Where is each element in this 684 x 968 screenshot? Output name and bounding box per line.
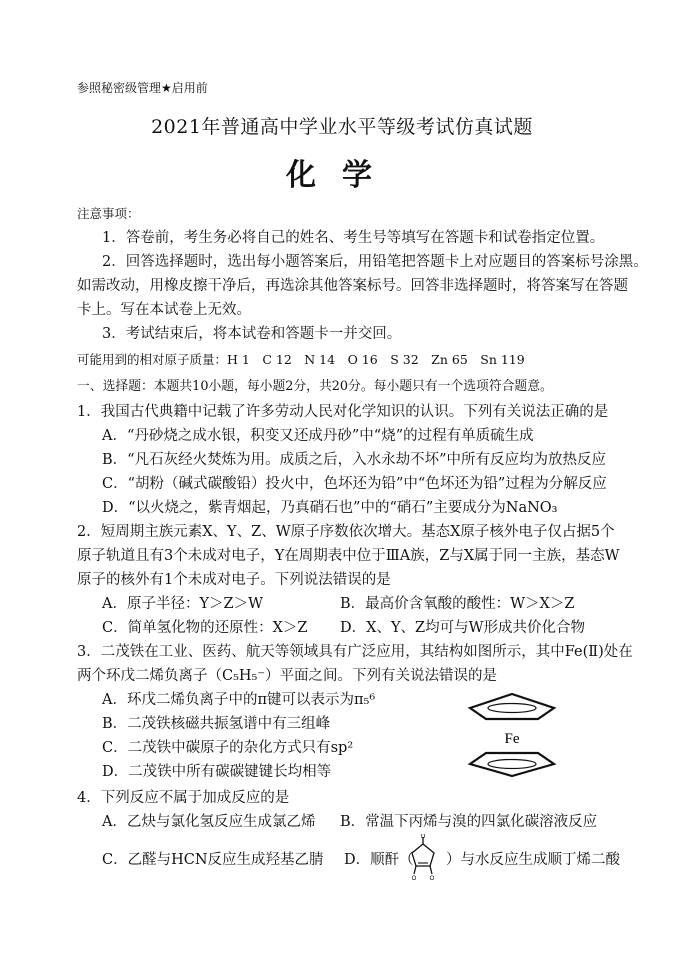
- subject-title: 化学: [286, 158, 398, 193]
- q3-option-a: A．环戊二烯负离子中的π键可以表示为π₅⁶: [102, 692, 376, 708]
- section-heading: 一、选择题：本题共10小题，每小题2分，共20分。每小题只有一个选项符合题意。: [77, 379, 553, 394]
- q4-option-d-prefix: D．顺酐（: [344, 852, 414, 868]
- note-line: 如需改动，用橡皮擦干净后，再选涂其他答案标号。回答非选择题时，将答案写在答题: [77, 278, 628, 294]
- q4-option-c: C．乙醛与HCN反应生成羟基乙腈: [102, 852, 324, 868]
- ferrocene-structure-figure: [462, 686, 562, 782]
- secret-label: 参照秘密级管理★启用前: [77, 81, 208, 95]
- bottom-ring-circle: [488, 760, 536, 769]
- note-line: 1．答卷前，考生务必将自己的姓名、考生号等填写在答题卡和试卷指定位置。: [102, 230, 605, 246]
- atomic-masses: 可能用到的相对原子质量：H 1 C 12 N 14 O 16 S 32 Zn 65 Sn 119: [77, 352, 525, 367]
- q4-option-a: A．乙炔与氯化氢反应生成氯乙烯: [102, 814, 316, 830]
- q2-option-a: A．原子半径：Y＞Z＞W: [102, 596, 264, 612]
- exam-title: 2021年普通高中学业水平等级考试仿真试题: [151, 116, 533, 138]
- notes-heading: 注意事项：: [77, 206, 140, 221]
- note-line: 2．回答选择题时，选出每小题答案后，用铅笔把答题卡上对应题目的答案标号涂黑。: [102, 254, 648, 270]
- top-ring-circle: [488, 704, 536, 713]
- fe-label: Fe: [504, 731, 520, 747]
- q2-option-b: B．最高价含氧酸的酸性：W＞X＞Z: [340, 596, 575, 612]
- q2-option-d: D．X、Y、Z均可与W形成共价化合物: [340, 620, 585, 636]
- svg-text:O: O: [429, 876, 435, 882]
- q4-option-d-suffix: ）与水反应生成顺丁烯二酸: [446, 852, 620, 868]
- q3-stem: 两个环戊二烯负离子（C₅H₅⁻）平面之间。下列有关说法错误的是: [77, 668, 498, 684]
- maleic-anhydride-structure: [404, 834, 442, 884]
- q4-option-b: B．常温下丙烯与溴的四氯化碳溶液反应: [340, 814, 598, 830]
- q2-option-c: C．简单氢化物的还原性：X＞Z: [102, 620, 308, 636]
- q3-stem: 3．二茂铁在工业、医药、航天等领域具有广泛应用，其结构如图所示，其中Fe(Ⅱ)处在: [77, 644, 633, 660]
- bottom-ring: [470, 753, 554, 776]
- q2-stem: 原子的核外有1个未成对电子。下列说法错误的是: [77, 572, 391, 588]
- q1-option-c: C．“胡粉（碱式碳酸铅）投火中，色坏还为铅”中“色坏还为铅”过程为分解反应: [102, 476, 607, 492]
- note-line: 3．考试结束后，将本试卷和答题卡一并交回。: [102, 326, 402, 342]
- q2-stem: 2．短周期主族元素X、Y、Z、W原子序数依次增大。基态X原子核外电子仅占据5个: [77, 524, 615, 540]
- svg-text:O: O: [411, 876, 417, 882]
- note-line: 卡上。写在本试卷上无效。: [77, 302, 251, 318]
- q3-option-d: D．二茂铁中所有碳碳键键长均相等: [102, 764, 332, 780]
- q2-stem: 原子轨道且有3个未成对电子，Y在周期表中位于ⅢA族，Z与X属于同一主族，基态W: [77, 548, 620, 564]
- q1-stem: 1．我国古代典籍中记载了许多劳动人民对化学知识的认识。下列有关说法正确的是: [77, 404, 609, 420]
- top-ring: [470, 694, 554, 719]
- q1-option-a: A．“丹砂烧之成水银，积变又还成丹砂”中“烧”的过程有单质硫生成: [102, 428, 534, 444]
- q3-option-c: C．二茂铁中碳原子的杂化方式只有sp²: [102, 740, 354, 756]
- q4-stem: 4．下列反应不属于加成反应的是: [77, 790, 290, 806]
- q1-option-d: D．“以火烧之，紫青烟起，乃真硝石也”中的“硝石”主要成分为NaNO₃: [102, 500, 558, 516]
- q1-option-b: B．“凡石灰经火焚炼为用。成质之后，入水永劫不坏”中所有反应均为放热反应: [102, 452, 606, 468]
- svg-text:O: O: [420, 834, 426, 840]
- q3-option-b: B．二茂铁核磁共振氢谱中有三组峰: [102, 716, 331, 732]
